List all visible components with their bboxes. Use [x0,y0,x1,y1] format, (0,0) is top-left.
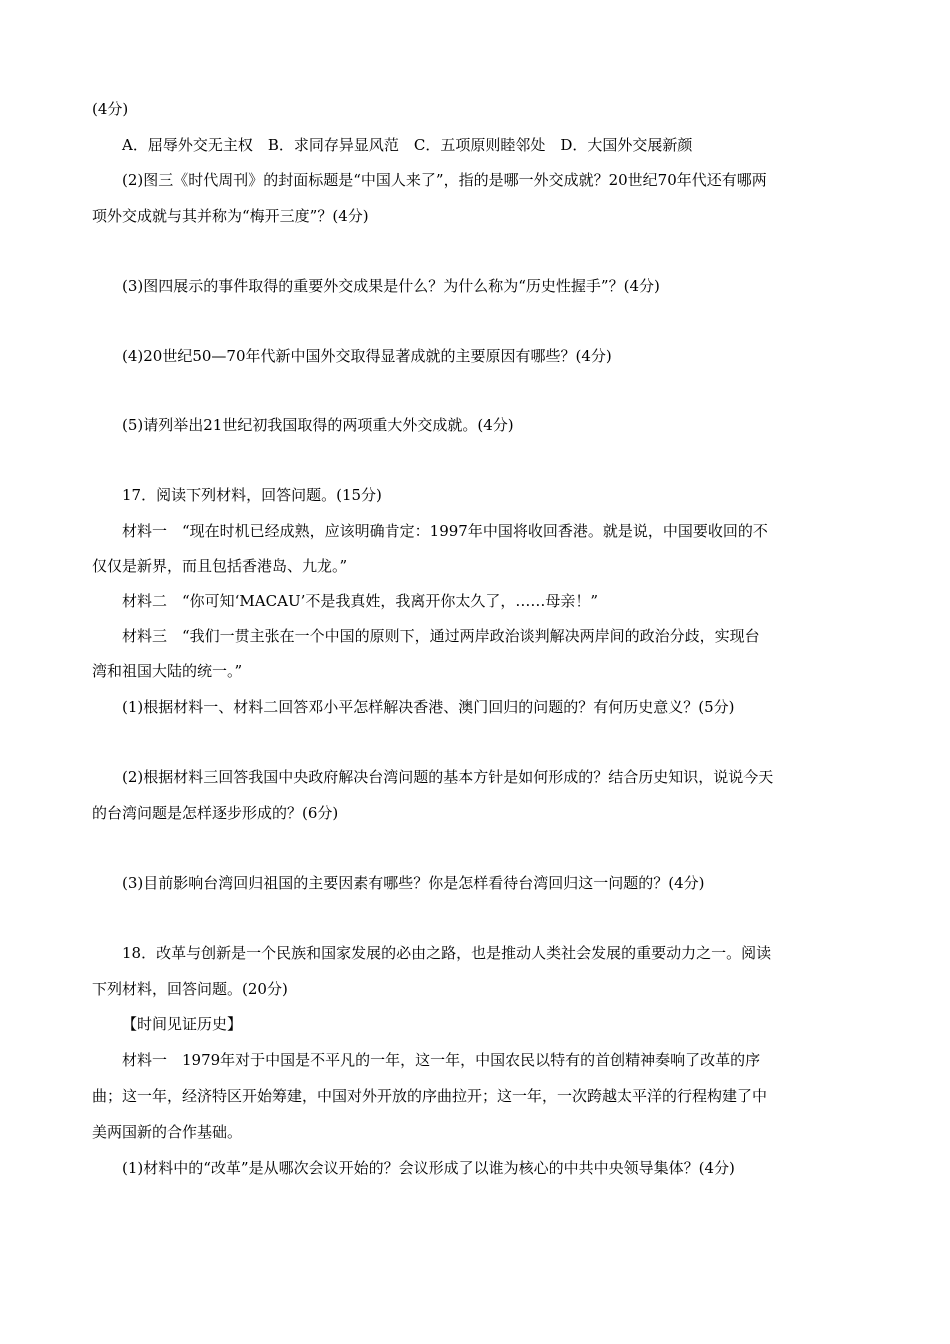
question-17-1: (1)根据材料一、材料二回答邓小平怎样解决香港、澳门回归的问题的？有何历史意义？(5分) [122,698,735,716]
option-list: A．屈辱外交无主权 B．求同存异显风范 C．五项原则睦邻处 D．大国外交展新颜 [122,136,693,154]
question-18-1: (1)材料中的“改革”是从哪次会议开始的？会议形成了以谁为核心的中共中央领导集体？(4分) [122,1159,735,1177]
question-17-2: (2)根据材料三回答我国中央政府解决台湾问题的基本方针是如何形成的？结合历史知识，说说今天 [122,768,774,786]
material-3: 材料三 “我们一贯主张在一个中国的原则下，通过两岸政治谈判解决两岸间的政治分歧，实现台 [122,627,760,645]
question-17-2-cont: 的台湾问题是怎样逐步形成的？(6分) [92,804,339,822]
section-heading: 【时间见证历史】 [122,1015,243,1033]
material-18-1-cont: 曲；这一年，经济特区开始筹建，中国对外开放的序曲拉开；这一年，一次跨越太平洋的行程构建了中 [92,1087,768,1105]
material-18-1: 材料一 1979年对于中国是不平凡的一年，这一年，中国农民以特有的首创精神奏响了改革的序 [122,1051,761,1069]
question-18-title: 18．改革与创新是一个民族和国家发展的必由之路，也是推动人类社会发展的重要动力之一。阅读 [122,944,772,962]
question-16-2-cont: 项外交成就与其并称为“梅开三度”？(4分) [92,207,369,225]
question-18-title-cont: 下列材料，回答问题。(20分) [92,980,288,998]
material-2: 材料二 “你可知‘MACAU’不是我真姓，我离开你太久了，……母亲！” [122,592,599,610]
question-16-3: (3)图四展示的事件取得的重要外交成果是什么？为什么称为“历史性握手”？(4分) [122,277,660,295]
question-17-3: (3)目前影响台湾回归祖国的主要因素有哪些？你是怎样看待台湾回归这一问题的？(4分) [122,874,705,892]
question-16-2: (2)图三《时代周刊》的封面标题是“中国人来了”，指的是哪一外交成就？20世纪70年代还有哪两 [122,171,767,189]
score-note: (4分) [92,100,129,118]
material-18-1-cont-2: 美两国新的合作基础。 [92,1123,243,1141]
question-17-title: 17．阅读下列材料，回答问题。(15分) [122,486,382,504]
material-1-cont: 仅仅是新界，而且包括香港岛、九龙。” [92,557,348,575]
material-3-cont: 湾和祖国大陆的统一。” [92,662,243,680]
question-16-4: (4)20世纪50—70年代新中国外交取得显著成就的主要原因有哪些？(4分) [122,347,612,365]
material-1: 材料一 “现在时机已经成熟，应该明确肯定：1997年中国将收回香港。就是说，中国要收回的不 [122,522,768,540]
question-16-5: (5)请列举出21世纪初我国取得的两项重大外交成就。(4分) [122,416,514,434]
